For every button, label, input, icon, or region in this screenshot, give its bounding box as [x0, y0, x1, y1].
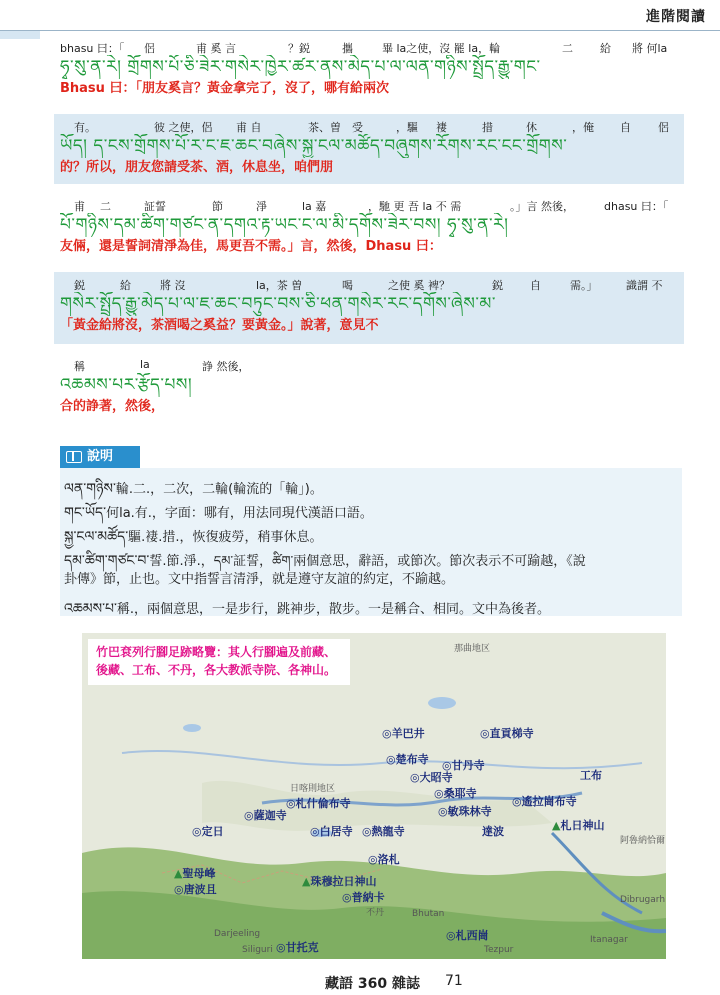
- note-term: སྐྱ་ངལ་མཚོད་: [64, 529, 129, 545]
- gloss-word: 有。: [74, 121, 96, 134]
- explanation-note: [64, 592, 550, 632]
- gloss-word: 措: [482, 121, 493, 134]
- explanation-note: [64, 568, 454, 587]
- gloss-word: 二: [100, 200, 111, 213]
- map-minor-label: Darjeeling: [214, 929, 261, 939]
- explanation-heading-label: 說明: [87, 449, 114, 464]
- map-minor-label: 那曲地区: [454, 644, 491, 654]
- map-place-temple: ◎定日: [192, 825, 224, 838]
- note-text: 何la.有.，字面：哪有，用法同現代漢語口語。: [106, 506, 373, 521]
- map-place-mountain: ▲札日神山: [552, 819, 605, 832]
- reading-block-2: [60, 117, 682, 178]
- note-text: 稱.，兩個意思，一是步行，跳神步，散步。一是稱合、相同。文中為後者。: [116, 602, 551, 617]
- book-icon: [66, 451, 82, 463]
- note-term: ལན་གཉིས་: [64, 481, 116, 497]
- page-number: 71: [445, 973, 463, 989]
- map-place-temple: ◎普納卡: [342, 891, 385, 904]
- map-place-temple: ◎羊巴井: [382, 727, 425, 740]
- callout-line: 竹巴袞列行腳足跡略覽：其人行腳遍及前藏、: [96, 645, 337, 659]
- gloss-word: 淨: [256, 200, 267, 213]
- gloss-word: 甫 自: [236, 121, 262, 134]
- gloss-word: 畢 la之使，沒 罷 la，輪: [382, 42, 501, 55]
- gloss-word: la 嘉: [302, 200, 327, 213]
- note-text: 誓.節.淨.，དམ་証誓，ཚིག་兩個意思，辭語，或節次。節次表示不可踰越，《說: [149, 554, 586, 569]
- gloss-line: [60, 38, 682, 55]
- route-map: [82, 633, 666, 959]
- translation-line: 合的諍著，然後，: [60, 399, 165, 414]
- tibetan-line: པོ་གཉིས་དམ་ཚིག་གཙང་ན་དགའ་རྟ་ཡང་ང་ལ་མི་དགོས་ཟེར་བས། ཧྭ་སུ་ན་རེ།: [60, 215, 509, 235]
- gloss-word: 彼 之使，侶: [154, 121, 213, 134]
- gloss-word: 喝: [342, 279, 353, 292]
- decorative-stripe: [0, 31, 40, 39]
- gloss-word: 攜: [342, 42, 353, 55]
- map-minor-label: Bhutan: [412, 909, 445, 919]
- gloss-word: la: [140, 358, 150, 371]
- gloss-word: 鋭: [492, 279, 503, 292]
- gloss-word: la，茶 曽: [256, 279, 303, 292]
- gloss-word: 自: [530, 279, 541, 292]
- map-minor-label: Dibrugarh: [620, 895, 666, 905]
- gloss-word: bhasu 曰：「: [60, 42, 125, 55]
- note-text: 驅.褄.措.，恢復疲勞，稍事休息。: [128, 530, 323, 545]
- gloss-word: 自: [620, 121, 631, 134]
- explanation-heading: [60, 446, 140, 468]
- map-place-temple: ◎甘托克: [276, 941, 319, 954]
- gloss-word: 節: [212, 200, 223, 213]
- map-place-country: 不丹: [366, 908, 385, 918]
- gloss-word: 侶: [658, 121, 669, 134]
- gloss-word: 受: [352, 121, 363, 134]
- map-place-temple: ◎敏珠林寺: [438, 805, 492, 818]
- map-place-temple: ◎遙拉崗布寺: [512, 795, 577, 808]
- note-text: 卦傳》節，止也。文中指誓言清淨，就是遵守友誼的約定，不踰越。: [64, 572, 455, 587]
- callout-line: 後藏、工布、不丹，各大教派寺院、各神山。: [96, 663, 337, 677]
- gloss-word: ？鋭: [288, 42, 310, 55]
- map-minor-label: 阿魯納恰爾: [620, 836, 666, 846]
- map-minor-label: Tezpur: [484, 945, 514, 955]
- magazine-title: 藏語 360 雜誌: [325, 976, 420, 992]
- gloss-word: 証誓: [144, 200, 166, 213]
- gloss-line: [60, 117, 682, 134]
- map-place-temple: ◎薩迦寺: [244, 809, 287, 822]
- reading-block-3: [60, 196, 682, 257]
- gloss-word: 給: [600, 42, 611, 55]
- gloss-word: 休: [526, 121, 537, 134]
- map-minor-label: Siliguri: [242, 945, 273, 955]
- note-term: འཆམས་པ་: [64, 601, 117, 617]
- map-place-mountain: ▲珠穆拉日神山: [302, 875, 377, 888]
- tibetan-line: ཧྭ་སུ་ན་རེ། གྲོགས་པོ་ཅི་ཟེར་གསེར་ཁྱེར་ཚར་ནས་མེད་པ་ལ་ལན་གཉིས་སྤྲོད་རྒྱུ་གང་: [60, 57, 541, 77]
- translation-line: Bhasu 曰：「朋友奚言？黃金拿完了，沒了，哪有給兩次: [60, 81, 389, 96]
- translation-line: 友倆，還是誓詞清淨為佳，馬更吾不需。」言，然後，Dhasu 曰：: [60, 239, 442, 254]
- map-place-temple: ◎唐波且: [174, 883, 217, 896]
- map-place-temple: ◎札西崗: [446, 929, 489, 942]
- map-place-temple: ◎桑耶寺: [434, 787, 477, 800]
- map-minor-label: 日喀則地区: [290, 784, 336, 794]
- gloss-word: 甫: [74, 200, 85, 213]
- tibetan-line: འཆམས་པར་རྩོད་པས།: [60, 375, 193, 395]
- tibetan-line: ཡོད། ད་ངས་གྲོགས་པོ་ར་ང་ཇ་ཆང་བཞེས་སྐྱ་ངལ་མཚོད་བཞུགས་རོགས་རང་ངང་གྲོགས་: [60, 136, 568, 156]
- gloss-word: ，驅: [396, 121, 418, 134]
- gloss-word: 諍 然後，: [202, 360, 250, 373]
- page-header: [0, 0, 720, 31]
- map-place-region: 達波: [482, 825, 504, 838]
- header-rule: [0, 30, 720, 31]
- map-minor-label: Itanagar: [590, 935, 628, 945]
- map-place-temple: ◎直貢梯寺: [480, 727, 534, 740]
- gloss-word: dhasu 曰：「: [604, 200, 669, 213]
- map-place-temple: ◎白居寺: [310, 825, 353, 838]
- gloss-word: 二: [562, 42, 573, 55]
- gloss-word: 茶、曽: [308, 121, 341, 134]
- gloss-word: 鋭: [74, 279, 85, 292]
- gloss-line: [60, 196, 682, 213]
- map-callout: [88, 639, 350, 685]
- section-title: 進階閱讀: [646, 9, 706, 25]
- note-term: གང་ཡོད་: [64, 505, 107, 521]
- gloss-word: 識謂 不: [626, 279, 663, 292]
- gloss-word: 需。」: [570, 279, 598, 292]
- translation-line: 「黃金給將沒，茶酒喝之奚益？要黃金。」說著，意見不: [60, 318, 379, 333]
- gloss-word: 褄: [436, 121, 447, 134]
- gloss-word: 甫 奚 言: [196, 42, 236, 55]
- gloss-word: 給: [120, 279, 131, 292]
- gloss-word: 將 何la: [632, 42, 668, 55]
- map-place-temple: ◎札什倫布寺: [286, 797, 351, 810]
- map-place-mountain: ▲聖母峰: [174, 867, 216, 880]
- reading-block-5: [60, 356, 682, 417]
- note-term: དམ་ཚིག་གཙང་བ་: [64, 553, 150, 569]
- tibetan-line: གསེར་སྤྲོད་རྒྱུ་མེད་པ་ལ་ཇ་ཆང་བཏུང་བས་ཅི་ཕན་གསེར་རང་དགོས་ཞེས་མ་: [60, 294, 496, 314]
- map-place-temple: ◎楚布寺: [386, 753, 429, 766]
- gloss-word: ，馳 更 吾 la 不 需: [368, 200, 462, 213]
- map-place-region: 工布: [580, 769, 602, 782]
- map-place-temple: ◎熱龍寺: [362, 825, 405, 838]
- map-place-temple: ◎大昭寺: [410, 771, 453, 784]
- translation-line: 的？所以，朋友您請受茶、酒，休息坐，咱們朋: [60, 160, 334, 175]
- gloss-word: 。」言 然後，: [510, 200, 574, 213]
- map-place-temple: ◎洛札: [368, 853, 400, 866]
- map-place-temple: ◎甘丹寺: [442, 759, 485, 772]
- gloss-line: [60, 356, 682, 373]
- gloss-line: [60, 275, 682, 292]
- gloss-word: 侶: [144, 42, 155, 55]
- page-footer: [0, 971, 720, 995]
- gloss-word: 之使 奚 裨？: [388, 279, 450, 292]
- reading-block-1: [60, 38, 682, 99]
- gloss-word: 將 沒: [160, 279, 186, 292]
- gloss-word: 稱: [74, 360, 85, 373]
- reading-block-4: [60, 275, 682, 336]
- gloss-word: ，俺: [572, 121, 594, 134]
- note-text: 輪.二.，二次，二輪(輪流的「輪」)。: [115, 482, 323, 497]
